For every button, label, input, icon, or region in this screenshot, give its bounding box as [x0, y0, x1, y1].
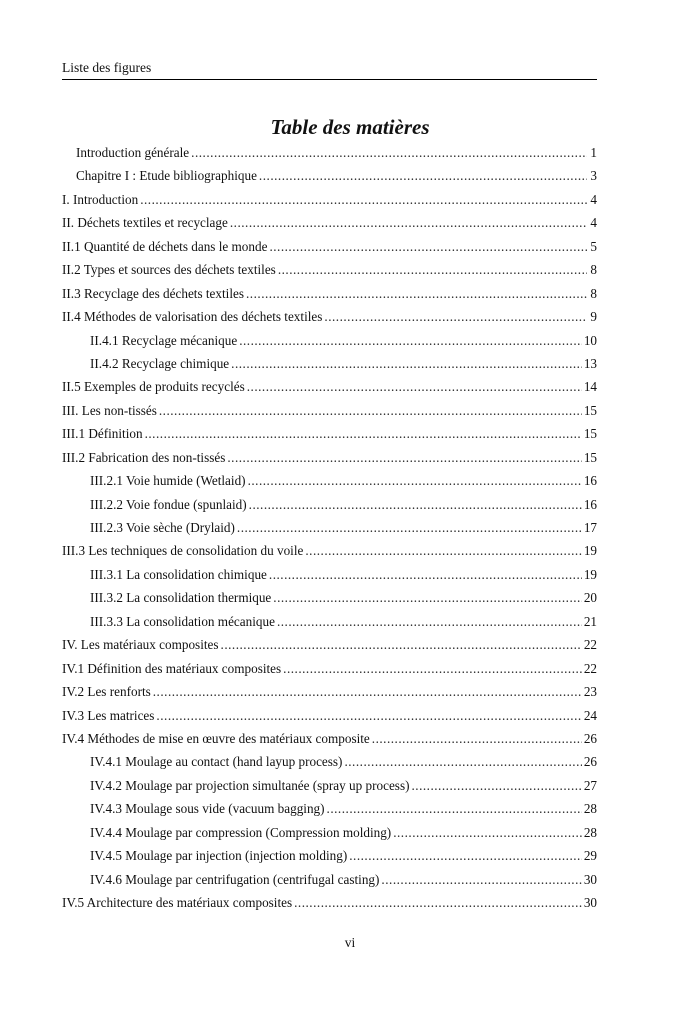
- toc-entry-label: III.1 Définition: [62, 426, 143, 442]
- toc-entry-label: III.2.2 Voie fondue (spunlaid): [90, 496, 247, 512]
- toc-entry-page: 16: [583, 473, 597, 489]
- toc-entry[interactable]: [62, 305, 597, 328]
- toc-entry-label: II.1 Quantité de déchets dans le monde: [62, 238, 268, 254]
- toc-entry[interactable]: [62, 610, 597, 633]
- dot-leader: [145, 422, 582, 445]
- toc-entry-label: II.4 Méthodes de valorisation des déchets textiles: [62, 309, 323, 325]
- toc-entry[interactable]: [62, 657, 597, 680]
- dot-leader: [273, 586, 582, 609]
- toc-entry-page: 1: [590, 145, 597, 160]
- toc-entry-label: III.2 Fabrication des non-tissés: [62, 449, 226, 465]
- toc-entry-label: IV.2 Les renforts: [62, 684, 151, 700]
- toc-entry[interactable]: [62, 563, 597, 586]
- toc-entry[interactable]: [62, 727, 597, 750]
- toc-entry-label: II.3 Recyclage des déchets textiles: [62, 285, 244, 301]
- toc-entry-label: IV.4.6 Moulage par centrifugation (centrifugal casting): [90, 871, 380, 887]
- toc-entry[interactable]: [62, 469, 597, 492]
- toc-entry-page: 14: [583, 379, 597, 395]
- dot-leader: [411, 774, 581, 797]
- toc-entry-page: 16: [583, 496, 597, 512]
- toc-entry-page: 26: [583, 754, 597, 770]
- toc-entry[interactable]: [62, 258, 597, 281]
- toc-entry[interactable]: [62, 774, 597, 797]
- dot-leader: [248, 469, 582, 492]
- toc-entry[interactable]: [62, 516, 597, 539]
- toc-entry[interactable]: [62, 352, 597, 375]
- toc-entry-page: 30: [583, 871, 597, 887]
- dot-leader: [324, 305, 587, 328]
- toc-entry[interactable]: [62, 375, 597, 398]
- toc-entry-label: II. Déchets textiles et recyclage: [62, 215, 228, 231]
- toc-entry-page: 15: [583, 426, 597, 442]
- dot-leader: [277, 610, 582, 633]
- toc-entry[interactable]: [62, 188, 597, 211]
- toc-entry-label: III.3.3 La consolidation mécanique: [90, 613, 275, 629]
- toc-entry-label: IV.4.1 Moulage au contact (hand layup process): [90, 754, 343, 770]
- toc-entry[interactable]: [62, 633, 597, 656]
- dot-leader: [327, 797, 582, 820]
- dot-leader: [269, 235, 587, 258]
- dot-leader: [294, 891, 582, 914]
- dot-leader: [156, 704, 581, 727]
- toc-entry-page: 15: [583, 402, 597, 418]
- dot-leader: [305, 539, 581, 562]
- dot-leader: [237, 516, 582, 539]
- toc-entry-page: 10: [583, 332, 597, 348]
- toc-entry[interactable]: [62, 750, 597, 773]
- toc-entry-label: III.3 Les techniques de consolidation du voile: [62, 543, 304, 559]
- page-number: vi: [344, 935, 356, 950]
- toc-entry-label: II.4.2 Recyclage chimique: [90, 355, 230, 371]
- dot-leader: [249, 493, 582, 516]
- toc-entry[interactable]: [62, 211, 597, 234]
- toc-entry-page: 21: [583, 613, 597, 629]
- toc-entry-page: 30: [583, 895, 597, 910]
- toc-entry-page: 27: [583, 777, 597, 793]
- toc-entry[interactable]: [62, 282, 597, 305]
- toc-entry-label: III.3.1 La consolidation chimique: [90, 566, 267, 582]
- toc-entry-page: 20: [583, 590, 597, 606]
- toc-entry[interactable]: [62, 422, 597, 445]
- running-header: Liste des figures: [62, 60, 152, 75]
- dot-leader: [381, 868, 581, 891]
- toc-entry[interactable]: [62, 891, 597, 914]
- dot-leader: [247, 375, 582, 398]
- dot-leader: [344, 750, 581, 773]
- toc-entry-page: 17: [583, 520, 597, 535]
- dot-leader: [153, 680, 582, 703]
- toc-entry-page: 3: [590, 168, 597, 184]
- toc-entry[interactable]: [62, 539, 597, 562]
- dot-leader: [349, 844, 582, 867]
- toc-entry-page: 8: [590, 262, 597, 278]
- toc-entry-page: 5: [590, 238, 597, 254]
- dot-leader: [239, 329, 582, 352]
- toc-entry-label: III. Les non-tissés: [62, 402, 157, 418]
- dot-leader: [227, 446, 581, 469]
- dot-leader: [221, 633, 582, 656]
- toc-entry-label: II.5 Exemples de produits recyclés: [62, 379, 245, 395]
- toc-entry-label: I. Introduction: [62, 191, 139, 207]
- toc-entry-label: IV.1 Définition des matériaux composites: [62, 660, 282, 676]
- dot-leader: [140, 188, 587, 211]
- toc-entry[interactable]: [62, 164, 597, 187]
- toc-entry-label: IV.4.2 Moulage par projection simultanée (spray up process): [90, 777, 410, 793]
- toc-entry-page: 19: [583, 543, 597, 559]
- dot-leader: [278, 258, 587, 281]
- dot-leader: [283, 657, 582, 680]
- toc-entry[interactable]: [62, 399, 597, 422]
- toc-entry-page: 22: [583, 660, 597, 676]
- toc-entry-page: 9: [590, 309, 597, 325]
- toc-entry-label: II.4.1 Recyclage mécanique: [90, 332, 238, 348]
- toc-entry-label: II.2 Types et sources des déchets textiles: [62, 262, 276, 278]
- toc-entry[interactable]: [62, 493, 597, 516]
- dot-leader: [393, 821, 582, 844]
- dot-leader: [269, 563, 582, 586]
- toc-entry-label: IV.4.4 Moulage par compression (Compression molding): [90, 824, 392, 840]
- toc-entry[interactable]: [62, 797, 597, 820]
- toc-entry[interactable]: [62, 704, 597, 727]
- dot-leader: [372, 727, 582, 750]
- dot-leader: [191, 141, 587, 164]
- toc-entry-label: IV.4.3 Moulage sous vide (vacuum bagging): [90, 801, 325, 817]
- toc-entry[interactable]: [62, 446, 597, 469]
- toc-entry-page: 4: [590, 191, 597, 207]
- toc-entry-page: 22: [583, 637, 597, 653]
- toc-entry-page: 26: [583, 730, 597, 746]
- toc-entry-page: 4: [590, 215, 597, 231]
- toc-entry[interactable]: [62, 141, 597, 164]
- toc-entry-page: 24: [583, 707, 597, 723]
- toc-entry-label: III.2.1 Voie humide (Wetlaid): [90, 473, 246, 489]
- table-of-contents: [62, 141, 597, 914]
- toc-entry-label: IV.4 Méthodes de mise en œuvre des matériaux composite: [62, 730, 370, 746]
- toc-entry[interactable]: [62, 844, 597, 867]
- toc-entry-page: 28: [583, 824, 597, 840]
- toc-entry[interactable]: [62, 821, 597, 844]
- toc-entry-label: IV.4.5 Moulage par injection (injection molding): [90, 848, 348, 864]
- toc-entry[interactable]: [62, 680, 597, 703]
- toc-entry-label: III.3.2 La consolidation thermique: [90, 590, 272, 606]
- header-rule: [62, 79, 597, 80]
- toc-entry-label: IV.3 Les matrices: [62, 707, 155, 723]
- dot-leader: [159, 399, 582, 422]
- toc-entry-label: Chapitre I : Etude bibliographique: [76, 168, 257, 184]
- dot-leader: [259, 164, 587, 187]
- toc-entry-page: 8: [590, 285, 597, 301]
- dot-leader: [246, 282, 587, 305]
- toc-entry-page: 13: [583, 355, 597, 371]
- toc-entry-page: 23: [583, 684, 597, 700]
- dot-leader: [231, 352, 582, 375]
- dot-leader: [230, 211, 587, 234]
- toc-entry[interactable]: [62, 586, 597, 609]
- page-title: Table des matières: [270, 115, 430, 139]
- toc-entry-page: 15: [583, 449, 597, 465]
- toc-entry-label: Introduction générale: [76, 145, 190, 160]
- toc-entry[interactable]: [62, 235, 597, 258]
- toc-entry[interactable]: [62, 868, 597, 891]
- toc-entry-label: III.2.3 Voie sèche (Drylaid): [90, 520, 235, 535]
- toc-entry-page: 28: [583, 801, 597, 817]
- toc-entry-page: 29: [583, 848, 597, 864]
- toc-entry-label: IV. Les matériaux composites: [62, 637, 219, 653]
- toc-entry[interactable]: [62, 329, 597, 352]
- toc-entry-label: IV.5 Architecture des matériaux composites: [62, 895, 293, 910]
- toc-entry-page: 19: [583, 566, 597, 582]
